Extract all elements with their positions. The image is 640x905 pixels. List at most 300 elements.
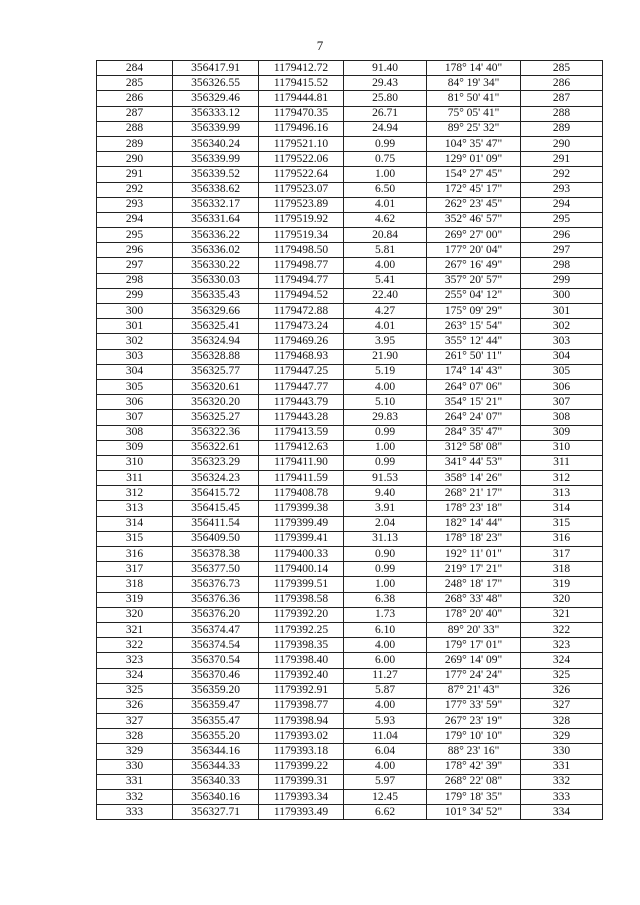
x-coordinate-cell: 356335.43 — [173, 288, 259, 303]
point-number-cell: 333 — [97, 805, 173, 820]
point-number-cell: 294 — [97, 212, 173, 227]
next-point-cell: 334 — [521, 805, 603, 820]
next-point-cell: 323 — [521, 638, 603, 653]
y-coordinate-cell: 1179400.33 — [259, 547, 344, 562]
table-row — [97, 714, 603, 729]
table-row — [97, 501, 603, 516]
y-coordinate-cell: 1179411.59 — [259, 471, 344, 486]
x-coordinate-cell: 356332.17 — [173, 197, 259, 212]
y-coordinate-cell: 1179393.02 — [259, 729, 344, 744]
y-coordinate-cell: 1179393.18 — [259, 744, 344, 759]
table-row — [97, 607, 603, 622]
table-row — [97, 516, 603, 531]
y-coordinate-cell: 1179498.77 — [259, 258, 344, 273]
table-row — [97, 334, 603, 349]
y-coordinate-cell: 1179522.64 — [259, 167, 344, 182]
next-point-cell: 314 — [521, 501, 603, 516]
bearing-cell: 175° 09' 29" — [427, 304, 521, 319]
table-row — [97, 152, 603, 167]
next-point-cell: 317 — [521, 547, 603, 562]
next-point-cell: 329 — [521, 729, 603, 744]
y-coordinate-cell: 1179400.14 — [259, 562, 344, 577]
y-coordinate-cell: 1179473.24 — [259, 319, 344, 334]
next-point-cell: 301 — [521, 304, 603, 319]
bearing-cell: 179° 18' 35" — [427, 790, 521, 805]
distance-cell: 11.04 — [344, 729, 427, 744]
distance-cell: 6.38 — [344, 592, 427, 607]
bearing-cell: 154° 27' 45" — [427, 167, 521, 182]
next-point-cell: 293 — [521, 182, 603, 197]
next-point-cell: 315 — [521, 516, 603, 531]
y-coordinate-cell: 1179472.88 — [259, 304, 344, 319]
next-point-cell: 291 — [521, 152, 603, 167]
next-point-cell: 289 — [521, 121, 603, 136]
distance-cell: 6.04 — [344, 744, 427, 759]
distance-cell: 6.10 — [344, 622, 427, 637]
table-row — [97, 258, 603, 273]
point-number-cell: 326 — [97, 698, 173, 713]
y-coordinate-cell: 1179398.77 — [259, 698, 344, 713]
point-number-cell: 323 — [97, 653, 173, 668]
x-coordinate-cell: 356355.20 — [173, 729, 259, 744]
point-number-cell: 304 — [97, 364, 173, 379]
y-coordinate-cell: 1179393.34 — [259, 790, 344, 805]
distance-cell: 0.99 — [344, 136, 427, 151]
next-point-cell: 296 — [521, 228, 603, 243]
next-point-cell: 330 — [521, 744, 603, 759]
y-coordinate-cell: 1179498.50 — [259, 243, 344, 258]
point-number-cell: 300 — [97, 304, 173, 319]
bearing-cell: 179° 10' 10" — [427, 729, 521, 744]
x-coordinate-cell: 356322.36 — [173, 425, 259, 440]
y-coordinate-cell: 1179519.92 — [259, 212, 344, 227]
next-point-cell: 286 — [521, 76, 603, 91]
x-coordinate-cell: 356326.55 — [173, 76, 259, 91]
bearing-cell: 178° 14' 40" — [427, 61, 521, 76]
table-row — [97, 729, 603, 744]
table-row — [97, 790, 603, 805]
distance-cell: 31.13 — [344, 531, 427, 546]
next-point-cell: 320 — [521, 592, 603, 607]
next-point-cell: 305 — [521, 364, 603, 379]
next-point-cell: 327 — [521, 698, 603, 713]
point-number-cell: 299 — [97, 288, 173, 303]
y-coordinate-cell: 1179412.72 — [259, 61, 344, 76]
x-coordinate-cell: 356336.22 — [173, 228, 259, 243]
table-row — [97, 61, 603, 76]
next-point-cell: 285 — [521, 61, 603, 76]
x-coordinate-cell: 356344.33 — [173, 759, 259, 774]
x-coordinate-cell: 356339.52 — [173, 167, 259, 182]
point-number-cell: 308 — [97, 425, 173, 440]
table-row — [97, 562, 603, 577]
next-point-cell: 310 — [521, 440, 603, 455]
table-row — [97, 698, 603, 713]
y-coordinate-cell: 1179392.20 — [259, 607, 344, 622]
coordinates-table — [96, 60, 603, 820]
x-coordinate-cell: 356376.36 — [173, 592, 259, 607]
bearing-cell: 84° 19' 34" — [427, 76, 521, 91]
point-number-cell: 295 — [97, 228, 173, 243]
distance-cell: 29.83 — [344, 410, 427, 425]
distance-cell: 2.04 — [344, 516, 427, 531]
x-coordinate-cell: 356370.54 — [173, 653, 259, 668]
point-number-cell: 298 — [97, 273, 173, 288]
table-row — [97, 744, 603, 759]
next-point-cell: 324 — [521, 653, 603, 668]
bearing-cell: 269° 14' 09" — [427, 653, 521, 668]
point-number-cell: 312 — [97, 486, 173, 501]
y-coordinate-cell: 1179392.40 — [259, 668, 344, 683]
distance-cell: 4.62 — [344, 212, 427, 227]
table-row — [97, 364, 603, 379]
x-coordinate-cell: 356330.22 — [173, 258, 259, 273]
y-coordinate-cell: 1179522.06 — [259, 152, 344, 167]
point-number-cell: 285 — [97, 76, 173, 91]
bearing-cell: 248° 18' 17" — [427, 577, 521, 592]
bearing-cell: 358° 14' 26" — [427, 471, 521, 486]
table-row — [97, 577, 603, 592]
distance-cell: 11.27 — [344, 668, 427, 683]
bearing-cell: 178° 23' 18" — [427, 501, 521, 516]
bearing-cell: 262° 23' 45" — [427, 197, 521, 212]
distance-cell: 26.71 — [344, 106, 427, 121]
table-row — [97, 304, 603, 319]
next-point-cell: 333 — [521, 790, 603, 805]
table-row — [97, 288, 603, 303]
table-row — [97, 759, 603, 774]
x-coordinate-cell: 356376.73 — [173, 577, 259, 592]
y-coordinate-cell: 1179523.07 — [259, 182, 344, 197]
table-row — [97, 668, 603, 683]
point-number-cell: 302 — [97, 334, 173, 349]
point-number-cell: 286 — [97, 91, 173, 106]
bearing-cell: 355° 12' 44" — [427, 334, 521, 349]
distance-cell: 4.01 — [344, 197, 427, 212]
y-coordinate-cell: 1179444.81 — [259, 91, 344, 106]
table-row — [97, 653, 603, 668]
table-row — [97, 592, 603, 607]
x-coordinate-cell: 356340.33 — [173, 774, 259, 789]
y-coordinate-cell: 1179411.90 — [259, 455, 344, 470]
distance-cell: 0.99 — [344, 425, 427, 440]
y-coordinate-cell: 1179447.25 — [259, 364, 344, 379]
point-number-cell: 310 — [97, 455, 173, 470]
x-coordinate-cell: 356324.23 — [173, 471, 259, 486]
table-row — [97, 455, 603, 470]
next-point-cell: 290 — [521, 136, 603, 151]
y-coordinate-cell: 1179469.26 — [259, 334, 344, 349]
distance-cell: 4.00 — [344, 698, 427, 713]
y-coordinate-cell: 1179399.49 — [259, 516, 344, 531]
distance-cell: 5.19 — [344, 364, 427, 379]
distance-cell: 3.91 — [344, 501, 427, 516]
next-point-cell: 308 — [521, 410, 603, 425]
x-coordinate-cell: 356374.54 — [173, 638, 259, 653]
y-coordinate-cell: 1179399.22 — [259, 759, 344, 774]
table-row — [97, 683, 603, 698]
table-row — [97, 395, 603, 410]
point-number-cell: 287 — [97, 106, 173, 121]
y-coordinate-cell: 1179398.58 — [259, 592, 344, 607]
next-point-cell: 297 — [521, 243, 603, 258]
point-number-cell: 319 — [97, 592, 173, 607]
distance-cell: 4.00 — [344, 759, 427, 774]
point-number-cell: 318 — [97, 577, 173, 592]
distance-cell: 1.00 — [344, 440, 427, 455]
point-number-cell: 316 — [97, 547, 173, 562]
x-coordinate-cell: 356359.47 — [173, 698, 259, 713]
distance-cell: 5.10 — [344, 395, 427, 410]
next-point-cell: 331 — [521, 759, 603, 774]
next-point-cell: 307 — [521, 395, 603, 410]
table-row — [97, 273, 603, 288]
distance-cell: 21.90 — [344, 349, 427, 364]
bearing-cell: 263° 15' 54" — [427, 319, 521, 334]
bearing-cell: 352° 46' 57" — [427, 212, 521, 227]
bearing-cell: 129° 01' 09" — [427, 152, 521, 167]
table-row — [97, 425, 603, 440]
x-coordinate-cell: 356323.29 — [173, 455, 259, 470]
next-point-cell: 287 — [521, 91, 603, 106]
next-point-cell: 298 — [521, 258, 603, 273]
bearing-cell: 284° 35' 47" — [427, 425, 521, 440]
x-coordinate-cell: 356329.66 — [173, 304, 259, 319]
x-coordinate-cell: 356344.16 — [173, 744, 259, 759]
bearing-cell: 104° 35' 47" — [427, 136, 521, 151]
next-point-cell: 292 — [521, 167, 603, 182]
x-coordinate-cell: 356328.88 — [173, 349, 259, 364]
y-coordinate-cell: 1179468.93 — [259, 349, 344, 364]
next-point-cell: 322 — [521, 622, 603, 637]
point-number-cell: 322 — [97, 638, 173, 653]
x-coordinate-cell: 356324.94 — [173, 334, 259, 349]
bearing-cell: 81° 50' 41" — [427, 91, 521, 106]
y-coordinate-cell: 1179412.63 — [259, 440, 344, 455]
distance-cell: 5.87 — [344, 683, 427, 698]
bearing-cell: 89° 25' 32" — [427, 121, 521, 136]
page-number: 7 — [316, 38, 324, 53]
bearing-cell: 101° 34' 52" — [427, 805, 521, 820]
distance-cell: 25.80 — [344, 91, 427, 106]
next-point-cell: 313 — [521, 486, 603, 501]
table-row — [97, 212, 603, 227]
coordinates-table-body — [97, 61, 603, 820]
distance-cell: 6.62 — [344, 805, 427, 820]
distance-cell: 5.81 — [344, 243, 427, 258]
x-coordinate-cell: 356325.27 — [173, 410, 259, 425]
table-row — [97, 182, 603, 197]
table-row — [97, 319, 603, 334]
point-number-cell: 306 — [97, 395, 173, 410]
y-coordinate-cell: 1179415.52 — [259, 76, 344, 91]
point-number-cell: 313 — [97, 501, 173, 516]
x-coordinate-cell: 356325.77 — [173, 364, 259, 379]
distance-cell: 0.90 — [344, 547, 427, 562]
point-number-cell: 330 — [97, 759, 173, 774]
point-number-cell: 301 — [97, 319, 173, 334]
x-coordinate-cell: 356374.47 — [173, 622, 259, 637]
point-number-cell: 303 — [97, 349, 173, 364]
next-point-cell: 304 — [521, 349, 603, 364]
next-point-cell: 321 — [521, 607, 603, 622]
point-number-cell: 329 — [97, 744, 173, 759]
table-row — [97, 76, 603, 91]
y-coordinate-cell: 1179392.25 — [259, 622, 344, 637]
table-row — [97, 379, 603, 394]
y-coordinate-cell: 1179470.35 — [259, 106, 344, 121]
bearing-cell: 87° 21' 43" — [427, 683, 521, 698]
x-coordinate-cell: 356409.50 — [173, 531, 259, 546]
y-coordinate-cell: 1179447.77 — [259, 379, 344, 394]
distance-cell: 5.41 — [344, 273, 427, 288]
y-coordinate-cell: 1179496.16 — [259, 121, 344, 136]
next-point-cell: 294 — [521, 197, 603, 212]
y-coordinate-cell: 1179398.94 — [259, 714, 344, 729]
distance-cell: 5.97 — [344, 774, 427, 789]
next-point-cell: 288 — [521, 106, 603, 121]
x-coordinate-cell: 356330.03 — [173, 273, 259, 288]
next-point-cell: 300 — [521, 288, 603, 303]
table-row — [97, 197, 603, 212]
x-coordinate-cell: 356327.71 — [173, 805, 259, 820]
bearing-cell: 88° 23' 16" — [427, 744, 521, 759]
y-coordinate-cell: 1179399.31 — [259, 774, 344, 789]
bearing-cell: 178° 20' 40" — [427, 607, 521, 622]
point-number-cell: 296 — [97, 243, 173, 258]
x-coordinate-cell: 356340.24 — [173, 136, 259, 151]
bearing-cell: 255° 04' 12" — [427, 288, 521, 303]
point-number-cell: 314 — [97, 516, 173, 531]
x-coordinate-cell: 356340.16 — [173, 790, 259, 805]
distance-cell: 6.50 — [344, 182, 427, 197]
x-coordinate-cell: 356415.72 — [173, 486, 259, 501]
next-point-cell: 312 — [521, 471, 603, 486]
distance-cell: 29.43 — [344, 76, 427, 91]
x-coordinate-cell: 356320.61 — [173, 379, 259, 394]
next-point-cell: 318 — [521, 562, 603, 577]
distance-cell: 4.00 — [344, 258, 427, 273]
point-number-cell: 307 — [97, 410, 173, 425]
point-number-cell: 331 — [97, 774, 173, 789]
bearing-cell: 177° 20' 04" — [427, 243, 521, 258]
bearing-cell: 179° 17' 01" — [427, 638, 521, 653]
x-coordinate-cell: 356331.64 — [173, 212, 259, 227]
distance-cell: 4.00 — [344, 379, 427, 394]
x-coordinate-cell: 356339.99 — [173, 152, 259, 167]
x-coordinate-cell: 356322.61 — [173, 440, 259, 455]
point-number-cell: 309 — [97, 440, 173, 455]
y-coordinate-cell: 1179413.59 — [259, 425, 344, 440]
bearing-cell: 89° 20' 33" — [427, 622, 521, 637]
point-number-cell: 311 — [97, 471, 173, 486]
next-point-cell: 311 — [521, 455, 603, 470]
point-number-cell: 291 — [97, 167, 173, 182]
distance-cell: 4.01 — [344, 319, 427, 334]
next-point-cell: 306 — [521, 379, 603, 394]
x-coordinate-cell: 356415.45 — [173, 501, 259, 516]
distance-cell: 0.75 — [344, 152, 427, 167]
table-row — [97, 121, 603, 136]
bearing-cell: 177° 24' 24" — [427, 668, 521, 683]
y-coordinate-cell: 1179399.41 — [259, 531, 344, 546]
point-number-cell: 317 — [97, 562, 173, 577]
bearing-cell: 174° 14' 43" — [427, 364, 521, 379]
bearing-cell: 182° 14' 44" — [427, 516, 521, 531]
y-coordinate-cell: 1179398.40 — [259, 653, 344, 668]
distance-cell: 5.93 — [344, 714, 427, 729]
bearing-cell: 269° 27' 00" — [427, 228, 521, 243]
x-coordinate-cell: 356417.91 — [173, 61, 259, 76]
distance-cell: 0.99 — [344, 562, 427, 577]
x-coordinate-cell: 356320.20 — [173, 395, 259, 410]
distance-cell: 24.94 — [344, 121, 427, 136]
bearing-cell: 312° 58' 08" — [427, 440, 521, 455]
x-coordinate-cell: 356378.38 — [173, 547, 259, 562]
next-point-cell: 303 — [521, 334, 603, 349]
point-number-cell: 305 — [97, 379, 173, 394]
table-row — [97, 531, 603, 546]
y-coordinate-cell: 1179494.77 — [259, 273, 344, 288]
y-coordinate-cell: 1179399.51 — [259, 577, 344, 592]
point-number-cell: 284 — [97, 61, 173, 76]
next-point-cell: 309 — [521, 425, 603, 440]
x-coordinate-cell: 356325.41 — [173, 319, 259, 334]
bearing-cell: 268° 33' 48" — [427, 592, 521, 607]
point-number-cell: 332 — [97, 790, 173, 805]
distance-cell: 3.95 — [344, 334, 427, 349]
bearing-cell: 264° 24' 07" — [427, 410, 521, 425]
point-number-cell: 324 — [97, 668, 173, 683]
next-point-cell: 316 — [521, 531, 603, 546]
distance-cell: 4.00 — [344, 638, 427, 653]
next-point-cell: 319 — [521, 577, 603, 592]
next-point-cell: 302 — [521, 319, 603, 334]
point-number-cell: 289 — [97, 136, 173, 151]
y-coordinate-cell: 1179521.10 — [259, 136, 344, 151]
distance-cell: 1.00 — [344, 167, 427, 182]
table-row — [97, 638, 603, 653]
bearing-cell: 268° 22' 08" — [427, 774, 521, 789]
bearing-cell: 267° 16' 49" — [427, 258, 521, 273]
table-row — [97, 91, 603, 106]
point-number-cell: 315 — [97, 531, 173, 546]
distance-cell: 91.40 — [344, 61, 427, 76]
x-coordinate-cell: 356329.46 — [173, 91, 259, 106]
bearing-cell: 178° 18' 23" — [427, 531, 521, 546]
point-number-cell: 327 — [97, 714, 173, 729]
bearing-cell: 264° 07' 06" — [427, 379, 521, 394]
point-number-cell: 297 — [97, 258, 173, 273]
table-row — [97, 167, 603, 182]
table-row — [97, 410, 603, 425]
y-coordinate-cell: 1179494.52 — [259, 288, 344, 303]
table-row — [97, 440, 603, 455]
table-row — [97, 547, 603, 562]
point-number-cell: 320 — [97, 607, 173, 622]
distance-cell: 4.27 — [344, 304, 427, 319]
table-row — [97, 622, 603, 637]
x-coordinate-cell: 356336.02 — [173, 243, 259, 258]
bearing-cell: 172° 45' 17" — [427, 182, 521, 197]
y-coordinate-cell: 1179519.34 — [259, 228, 344, 243]
distance-cell: 1.73 — [344, 607, 427, 622]
bearing-cell: 177° 33' 59" — [427, 698, 521, 713]
x-coordinate-cell: 356338.62 — [173, 182, 259, 197]
point-number-cell: 328 — [97, 729, 173, 744]
point-number-cell: 292 — [97, 182, 173, 197]
y-coordinate-cell: 1179523.89 — [259, 197, 344, 212]
